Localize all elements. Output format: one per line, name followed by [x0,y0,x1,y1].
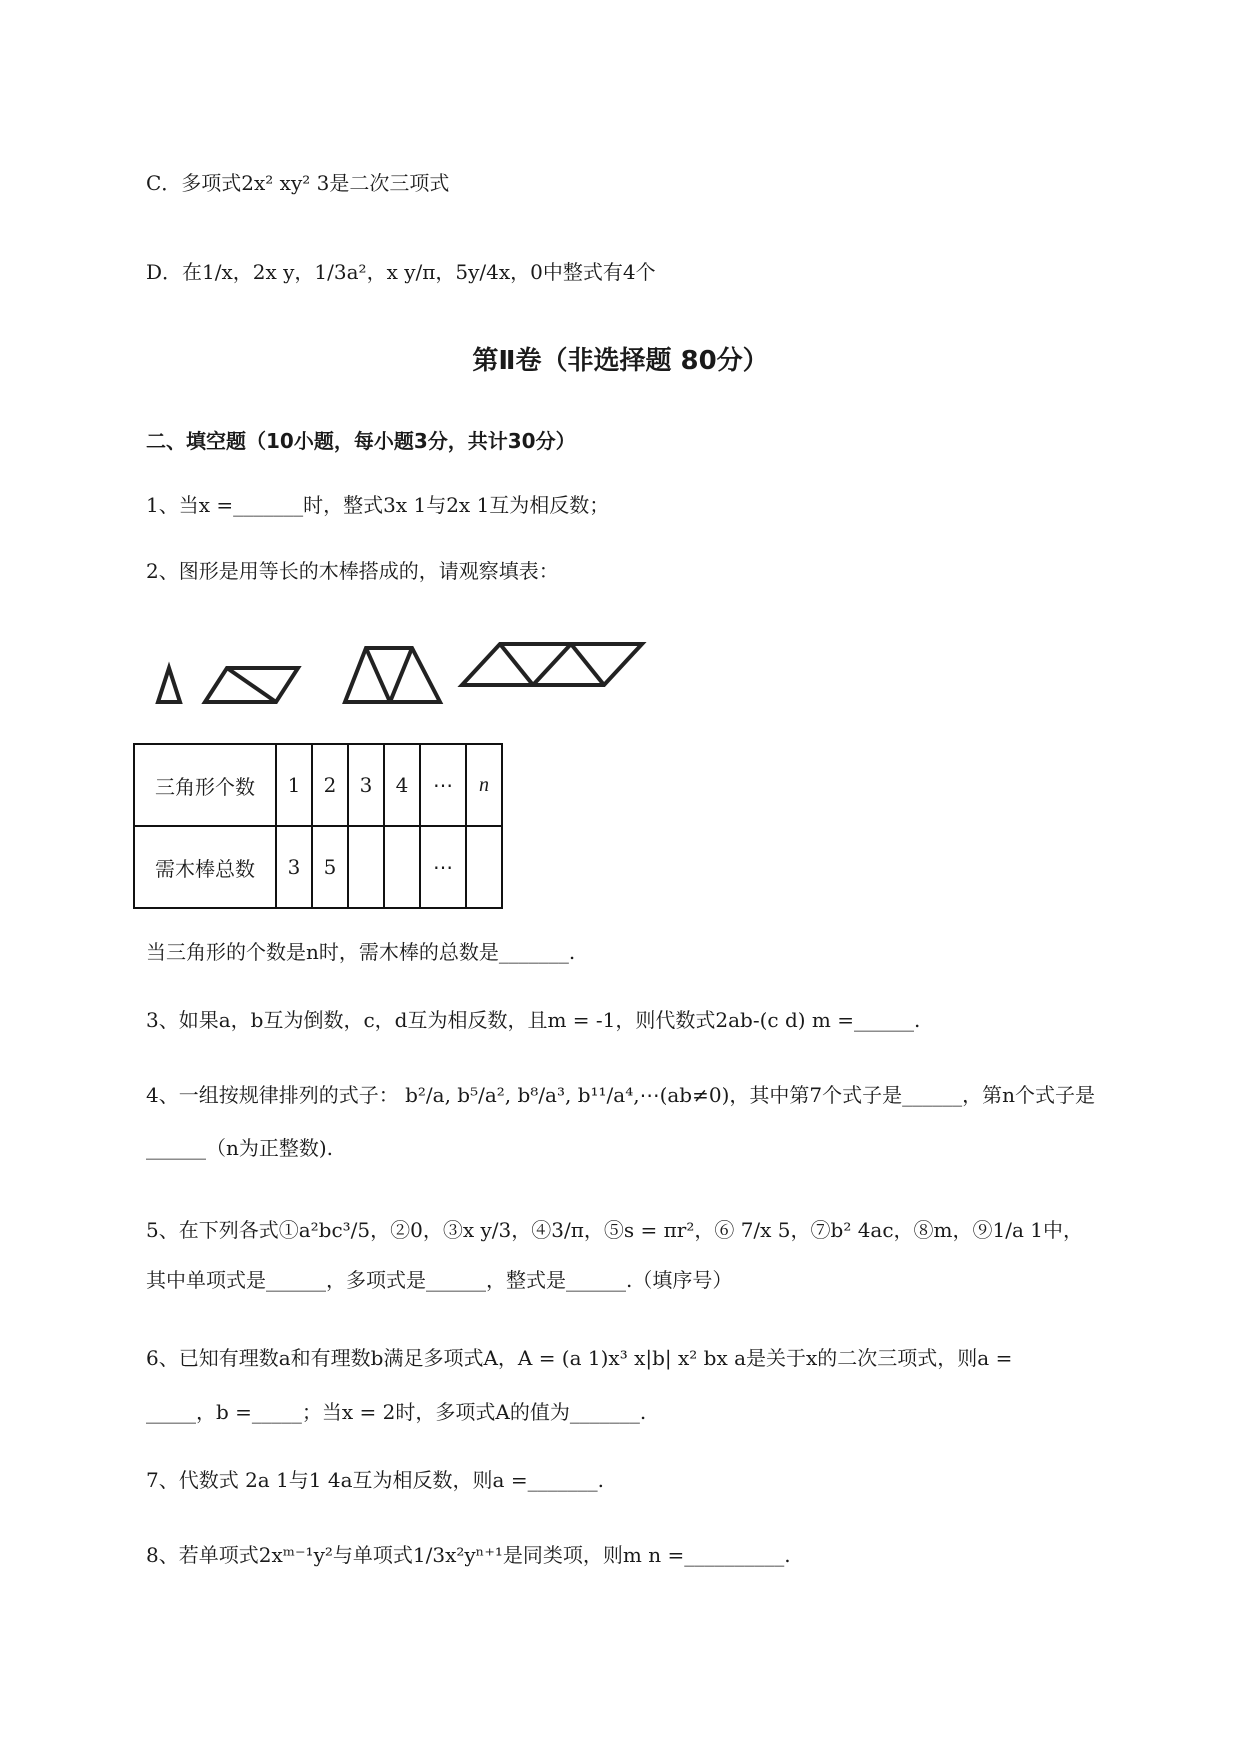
question-6-line-2: _____，b =_____；当x = 2时，多项式A的值为_______. [146,1400,647,1424]
question-6-line-1: 6、已知有理数a和有理数b满足多项式A，A = (a 1)x³ x|b| x² bx a是关于x的二次三项式，则a = [146,1346,1013,1370]
table-cell: 需木棒总数 [134,826,276,908]
question-3: 3、如果a，b互为倒数，c，d互为相反数，且m = -1，则代数式2ab-(c d) m =______. [146,1008,921,1032]
triangle-figures [150,640,670,730]
table-cell: 5 [312,826,348,908]
question-7: 7、代数式 2a 1与1 4a互为相反数，则a =_______. [146,1468,604,1492]
table-cell: ⋯ [420,826,466,908]
question-2-followup: 当三角形的个数是n时，需木棒的总数是_______. [146,940,576,964]
question-2: 2、图形是用等长的木棒搭成的，请观察填表： [146,559,559,583]
table-cell: 1 [276,744,312,826]
question-4-line-1: 4、一组按规律排列的式子： b²/a, b⁵/a², b⁸/a³, b¹¹/a⁴,⋯(ab≠0)，其中第7个式子是______，第n个式子是 [146,1083,1096,1107]
table-row [134,744,502,826]
question-1: 1、当x =_______时，整式3x 1与2x 1互为相反数； [146,493,610,517]
table-cell: 3 [348,744,384,826]
table-cell [466,826,502,908]
table-cell [384,826,420,908]
table-cell: 3 [276,826,312,908]
triangle-table [133,743,503,909]
table-cell: 2 [312,744,348,826]
table-row [134,826,502,908]
question-5-line-1: 5、在下列各式①a²bc³/5，②0，③x y/3，④3/π，⑤s = πr²，⑥ 7/x 5，⑦b² 4ac，⑧m，⑨1/a 1中， [146,1218,1083,1242]
question-8: 8、若单项式2xᵐ⁻¹y²与单项式1/3x²yⁿ⁺¹是同类项，则m n =__________. [146,1543,791,1567]
option-c: C．多项式2x² xy² 3是二次三项式 [146,171,450,195]
question-4-line-2: ______（n为正整数). [146,1136,334,1160]
table-cell: ⋯ [420,744,466,826]
table-cell: n [466,744,502,826]
table-cell: 三角形个数 [134,744,276,826]
part-title: 第Ⅱ卷（非选择题 80分） [472,346,769,376]
section-heading: 二、填空题（10小题，每小题3分，共计30分） [146,429,576,453]
option-d: D．在1/x，2x y，1/3a²，x y/π，5y/4x，0中整式有4个 [146,260,656,284]
table-cell: 4 [384,744,420,826]
question-5-line-2: 其中单项式是______，多项式是______，整式是______.（填序号） [146,1268,733,1292]
table-cell [348,826,384,908]
